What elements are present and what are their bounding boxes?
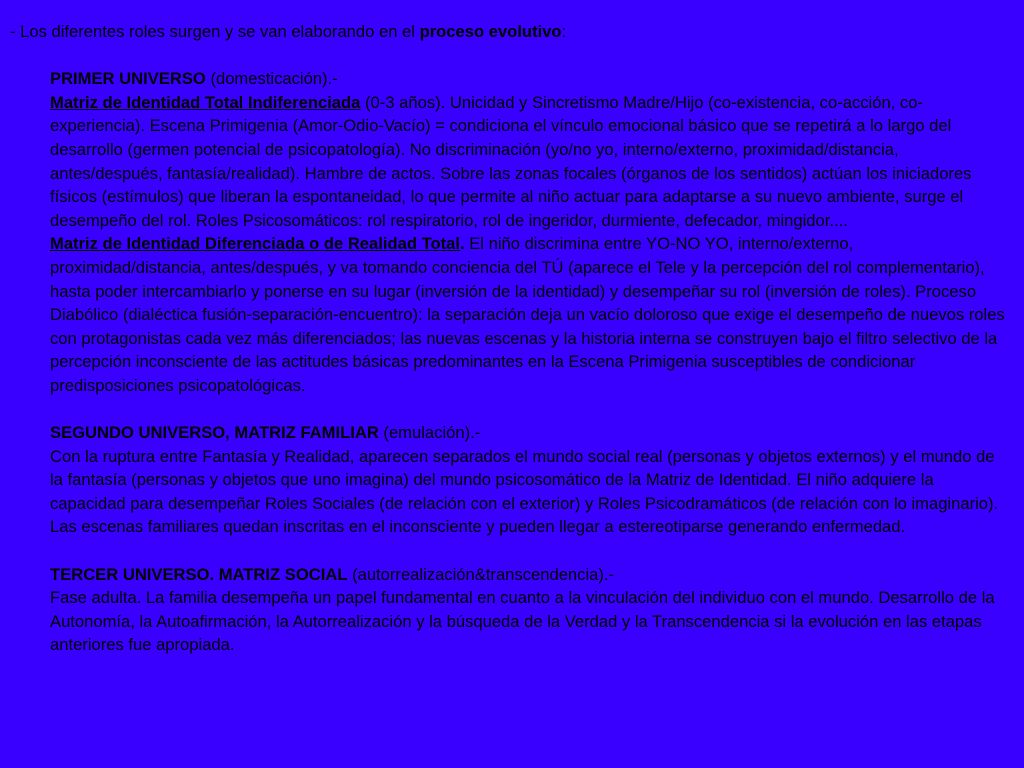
matriz-indiferenciada-title: Matriz de Identidad Total Indiferenciada: [50, 92, 361, 112]
spacer: [50, 44, 1010, 68]
matriz-diferenciada-dot: .: [460, 234, 465, 254]
tercer-universo-subtitle: (autorrealización&transcendencia).-: [347, 564, 615, 584]
primer-universo-title: PRIMER UNIVERSO: [50, 69, 206, 89]
primer-universo-subtitle: (domesticación).-: [205, 69, 338, 89]
slide-body: [50, 44, 1010, 657]
matriz-diferenciada-text: El niño discrimina entre YO-NO YO, interno/externo, proximidad/distancia, antes/después, y va tomando conciencia del TÚ (aparece el Tele y la percepción del rol complementario), hasta poder intercambiarlo y ponerse en su lugar (inversión de la identidad) y desempeñar su rol (inversión de roles). Proceso Diabólico (dialéctica fusión-separación-encuentro): la separación deja un vacío doloroso que exige el desempeño de nuevos roles con protagonistas cada vez más diferenciados; las nuevas escenas y la historia interna se construyen bajo el filtro selectivo de la percepción inconsciente de las actitudes básicas predominantes en la Escena Primigenia susceptibles de condicionar predisposiciones psicopatológicas.: [50, 234, 1005, 395]
segundo-universo-title: SEGUNDO UNIVERSO, MATRIZ FAMILIAR: [50, 423, 379, 443]
spacer: [50, 398, 1010, 422]
intro-line: [10, 20, 1016, 44]
intro-bold: proceso evolutivo: [419, 22, 562, 41]
matriz-diferenciada-paragraph: [50, 232, 1010, 397]
spacer: [50, 539, 1010, 563]
intro-suffix: :: [561, 22, 567, 41]
primer-universo-heading: [50, 67, 1010, 91]
intro-prefix: - Los diferentes roles surgen y se van elaborando en el: [10, 22, 420, 41]
tercer-universo-title: TERCER UNIVERSO. MATRIZ SOCIAL: [50, 564, 348, 584]
matriz-indiferenciada-paragraph: [50, 91, 1010, 233]
tercer-universo-text: Fase adulta. La familia desempeña un papel fundamental en cuanto a la vinculación del individuo con el mundo. Desarrollo de la Autonomía, la Autoafirmación, la Autorrealización y la búsqueda de la Verdad y la Transcendencia si la evolución en las etapas anteriores fue apropiada.: [50, 588, 995, 655]
segundo-universo-text: Con la ruptura entre Fantasía y Realidad, aparecen separados el mundo social real (personas y objetos externos) y el mundo de la fantasía (personas y objetos que uno imagina) del mundo psicosomático de la Matriz de Identidad. El niño adquiere la capacidad para desempeñar Roles Sociales (de relación con el exterior) y Roles Psicodramáticos (de relación con lo imaginario). Las escenas familiares quedan inscritas en el inconsciente y pueden llegar a estereotiparse generando enfermedad.: [50, 446, 999, 537]
matriz-diferenciada-title: Matriz de Identidad Diferenciada o de Realidad Total: [50, 234, 460, 254]
tercer-universo-heading: [50, 563, 1010, 587]
segundo-universo-heading: [50, 421, 1010, 445]
segundo-universo-subtitle: (emulación).-: [378, 423, 481, 443]
matriz-indiferenciada-text: (0-3 años). Unicidad y Sincretismo Madre/Hijo (co-existencia, co-acción, co-experiencia). Escena Primigenia (Amor-Odio-Vacío) = condiciona el vínculo emocional básico que se repetirá a lo largo del desarrollo (germen potencial de psicopatología). No discriminación (yo/no yo, interno/externo, proximidad/distancia, antes/después, fantasía/realidad). Hambre de actos. Sobre las zonas focales (órganos de los sentidos) actúan los iniciadores físicos (estímulos) que liberan la espontaneidad, lo que permite al niño actuar para adaptarse a su nuevo ambiente, surge el desempeño del rol. Roles Psicosomáticos: rol respiratorio, rol de ingeridor, durmiente, defecador, mingidor....: [50, 92, 972, 230]
